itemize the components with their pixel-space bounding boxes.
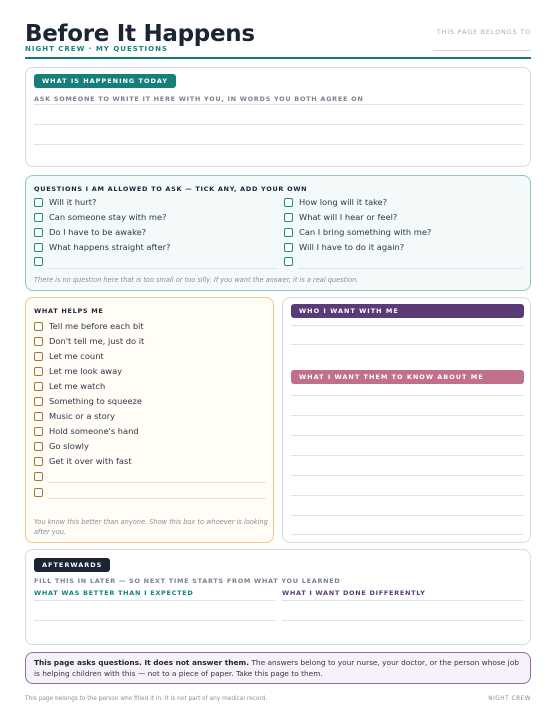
helps-item[interactable]: Let me watch: [34, 381, 105, 391]
checkbox-icon[interactable]: [284, 243, 293, 252]
afterwards-instruction: FILL THIS IN LATER — SO NEXT TIME STARTS FROM WHAT YOU LEARNED: [34, 577, 341, 585]
helps-item[interactable]: Let me count: [34, 351, 104, 361]
checkbox-icon[interactable]: [34, 472, 43, 481]
footer-brand: NIGHT CREW: [488, 696, 531, 702]
checkbox-icon[interactable]: [34, 243, 43, 252]
question-left-3[interactable]: Do I have to be awake?: [34, 227, 146, 237]
who-with-me-heading: WHO I WANT WITH ME: [291, 304, 524, 318]
better-write-line-1[interactable]: [34, 600, 275, 601]
today-heading: WHAT IS HAPPENING TODAY: [34, 74, 176, 88]
question-right-1[interactable]: How long will it take?: [284, 197, 387, 207]
question-left-custom-line[interactable]: [48, 268, 276, 269]
checkbox-icon[interactable]: [34, 457, 43, 466]
helps-item[interactable]: Something to squeeze: [34, 396, 142, 406]
helps-custom-1[interactable]: [34, 472, 49, 481]
know-write-line[interactable]: [291, 495, 524, 496]
questions-section: [25, 175, 531, 291]
today-write-line-1[interactable]: [34, 104, 523, 105]
questions-heading: QUESTIONS I AM ALLOWED TO ASK — TICK ANY, ADD YOUR OWN: [34, 185, 308, 193]
disclaimer-notice: [25, 652, 531, 684]
afterwards-section: [25, 549, 531, 645]
checkbox-icon[interactable]: [34, 397, 43, 406]
different-write-line-2[interactable]: [282, 620, 523, 621]
know-write-line[interactable]: [291, 515, 524, 516]
checkbox-icon[interactable]: [34, 367, 43, 376]
checkbox-icon[interactable]: [284, 213, 293, 222]
checkbox-icon[interactable]: [284, 228, 293, 237]
checkbox-icon[interactable]: [34, 337, 43, 346]
helps-item[interactable]: Get it over with fast: [34, 456, 132, 466]
header-divider: [25, 57, 531, 59]
belongs-to-label: THIS PAGE BELONGS TO: [436, 28, 531, 36]
checkbox-icon[interactable]: [284, 198, 293, 207]
checkbox-icon[interactable]: [34, 488, 43, 497]
who-write-line-1[interactable]: [291, 325, 524, 326]
checkbox-icon[interactable]: [34, 198, 43, 207]
know-about-me-heading: WHAT I WANT THEM TO KNOW ABOUT ME: [291, 370, 524, 384]
questions-note: There is no question here that is too small or too silly. If you want the answer, it is a real question.: [34, 276, 359, 284]
helps-custom-line-1[interactable]: [48, 482, 266, 483]
checkbox-icon[interactable]: [34, 213, 43, 222]
today-write-line-2[interactable]: [34, 124, 523, 125]
checkbox-icon[interactable]: [34, 442, 43, 451]
afterwards-heading: AFTERWARDS: [34, 558, 110, 572]
checkbox-icon[interactable]: [34, 427, 43, 436]
notice-bold-text: This page asks questions. It does not answer them.: [34, 658, 250, 667]
different-write-line-1[interactable]: [282, 600, 523, 601]
belongs-to-write-line[interactable]: [433, 50, 531, 51]
helps-item[interactable]: Don't tell me, just do it: [34, 336, 144, 346]
helps-custom-2[interactable]: [34, 488, 49, 497]
helps-note-line-1: You know this better than anyone. Show this box to whoever is looking: [34, 518, 268, 526]
page-title: Before It Happens: [25, 21, 255, 47]
page-subtitle: NIGHT CREW · MY QUESTIONS: [25, 45, 169, 53]
checkbox-icon[interactable]: [34, 322, 43, 331]
today-write-line-3[interactable]: [34, 144, 523, 145]
know-write-line[interactable]: [291, 435, 524, 436]
done-differently-label: WHAT I WANT DONE DIFFERENTLY: [282, 589, 426, 597]
helps-section: [25, 297, 274, 543]
checkbox-icon[interactable]: [34, 228, 43, 237]
today-instruction: ASK SOMEONE TO WRITE IT HERE WITH YOU, IN WORDS YOU BOTH AGREE ON: [34, 95, 364, 103]
today-section: [25, 67, 531, 167]
helps-item[interactable]: Hold someone's hand: [34, 426, 139, 436]
know-write-line[interactable]: [291, 415, 524, 416]
notice-text: The answers belong to your nurse, your doctor, or the person whose job is helping children with this — not to a piece of paper. Take this page to them.: [34, 658, 519, 678]
know-write-line[interactable]: [291, 395, 524, 396]
question-left-4[interactable]: What happens straight after?: [34, 242, 170, 252]
with-me-section: [282, 297, 531, 543]
better-than-expected-label: WHAT WAS BETTER THAN I EXPECTED: [34, 589, 194, 597]
who-write-line-2[interactable]: [291, 344, 524, 345]
question-left-custom[interactable]: [34, 257, 49, 266]
question-right-2[interactable]: What will I hear or feel?: [284, 212, 397, 222]
better-write-line-2[interactable]: [34, 620, 275, 621]
helps-item[interactable]: Music or a story: [34, 411, 115, 421]
question-left-2[interactable]: Can someone stay with me?: [34, 212, 166, 222]
footer-note: This page belongs to the person who filled it in. It is not part of any medical record.: [25, 696, 268, 702]
question-right-4[interactable]: Will I have to do it again?: [284, 242, 404, 252]
helps-note-line-2: after you.: [34, 528, 67, 536]
helps-item[interactable]: Go slowly: [34, 441, 89, 451]
know-write-line[interactable]: [291, 455, 524, 456]
helps-custom-line-2[interactable]: [48, 498, 266, 499]
question-right-custom[interactable]: [284, 257, 299, 266]
question-right-3[interactable]: Can I bring something with me?: [284, 227, 431, 237]
helps-heading: WHAT HELPS ME: [34, 307, 104, 315]
checkbox-icon[interactable]: [34, 412, 43, 421]
checkbox-icon[interactable]: [34, 382, 43, 391]
know-write-line[interactable]: [291, 534, 524, 535]
helps-item[interactable]: Let me look away: [34, 366, 122, 376]
know-write-line[interactable]: [291, 475, 524, 476]
question-right-custom-line[interactable]: [298, 268, 523, 269]
helps-item[interactable]: Tell me before each bit: [34, 321, 144, 331]
checkbox-icon[interactable]: [284, 257, 293, 266]
checkbox-icon[interactable]: [34, 257, 43, 266]
checkbox-icon[interactable]: [34, 352, 43, 361]
question-left-1[interactable]: Will it hurt?: [34, 197, 96, 207]
